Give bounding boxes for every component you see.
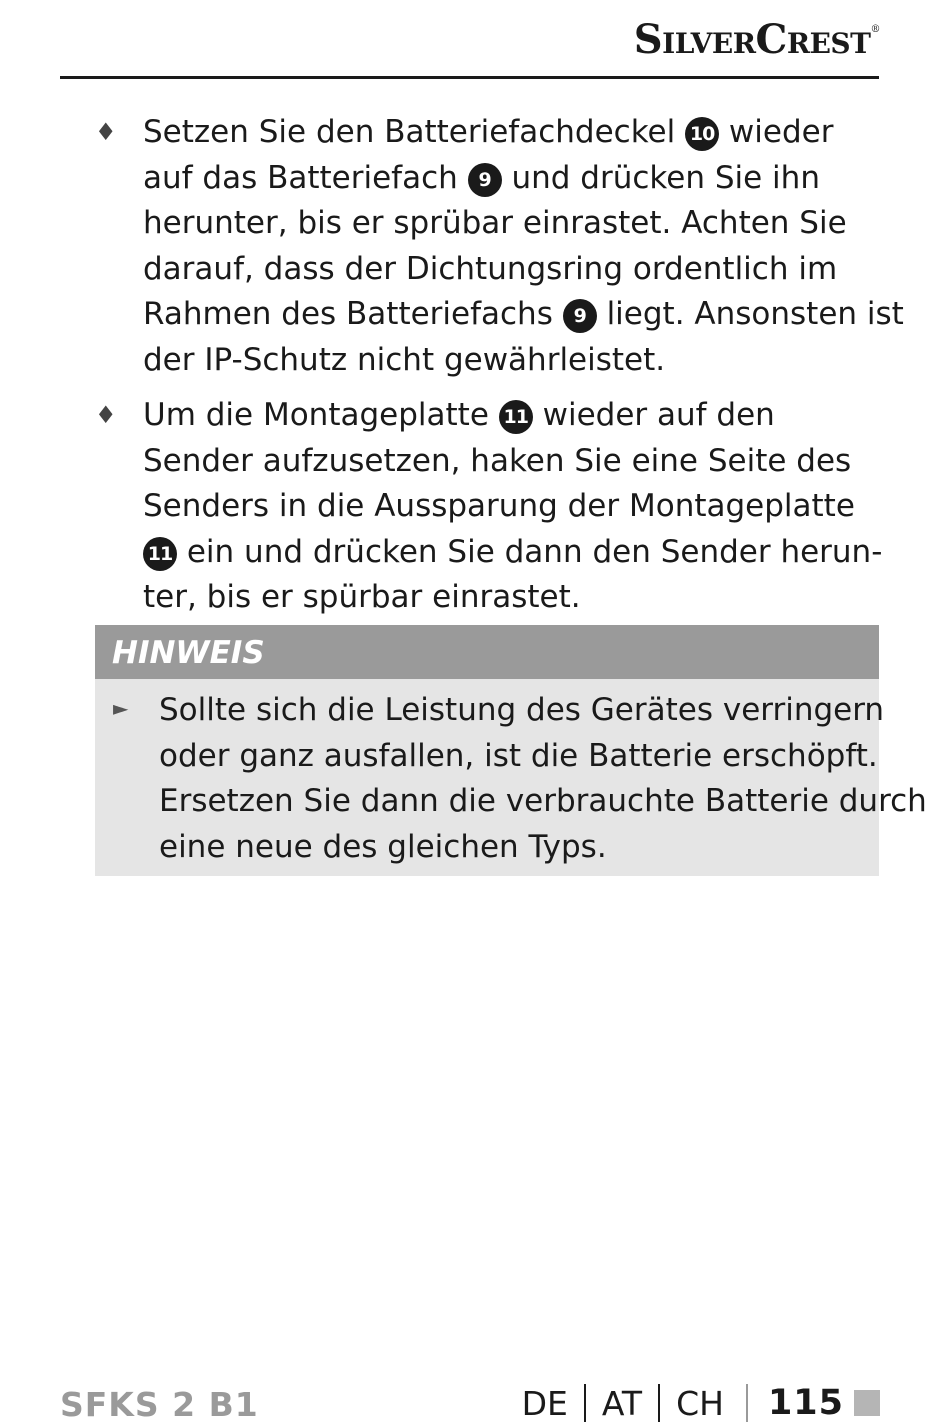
text-line: ter, bis er spürbar einrastet. (143, 579, 581, 615)
brand-logo: SilverCrest® (633, 16, 880, 63)
note-body (95, 679, 927, 876)
note-box (95, 625, 927, 876)
text-line: Setzen Sie den Batteriefachdeckel 10 wieder (143, 114, 834, 150)
part-reference-badge: 10 (685, 117, 719, 151)
part-reference-badge: 11 (499, 400, 533, 434)
instruction-item (95, 110, 904, 383)
note-line: Sollte sich die Leistung des Gerätes verringern (159, 692, 885, 728)
note-text (159, 688, 927, 870)
text-line: 11 ein und drücken Sie dann den Sender herun- (143, 530, 855, 576)
language-de: DE (521, 1383, 568, 1423)
instruction-text (143, 110, 904, 383)
text-line: herunter, bis er sprübar einrastet. Achten Sie (143, 205, 847, 241)
instruction-item (95, 393, 883, 621)
language-at: AT (601, 1383, 643, 1423)
part-reference-badge: 9 (468, 163, 502, 197)
language-ch: CH (676, 1383, 724, 1423)
arrow-bullet-icon: ► (113, 696, 129, 720)
diamond-bullet-icon: ♦ (95, 118, 117, 146)
divider (658, 1384, 660, 1422)
divider (746, 1384, 748, 1422)
text-line: Senders in die Aussparung der Montageplatte (143, 488, 855, 524)
text-line: darauf, dass der Dichtungsring ordentlich im (143, 250, 838, 287)
text-line: Um die Montageplatte 11 wieder auf den (143, 397, 775, 433)
note-line: Ersetzen Sie dann die verbrauchte Batterie durch (159, 783, 927, 819)
diamond-bullet-icon: ♦ (95, 401, 117, 429)
instruction-text (143, 393, 883, 621)
part-reference-badge: 11 (143, 537, 177, 571)
part-reference-badge: 9 (563, 299, 597, 333)
header-rule (60, 76, 879, 79)
text-line: Rahmen des Batteriefachs 9 liegt. Ansonsten ist (143, 296, 904, 332)
footer-nav (522, 1378, 880, 1428)
page-marker-square (854, 1390, 880, 1416)
note-line: eine neue des gleichen Typs. (159, 828, 607, 865)
registered-mark: ® (870, 24, 880, 35)
model-number: SFKS 2 B1 (60, 1385, 259, 1424)
instruction-list (95, 110, 904, 621)
divider (584, 1384, 586, 1422)
note-line: oder ganz ausfallen, ist die Batterie erschöpft. (159, 737, 878, 774)
page-number: 115 (767, 1383, 844, 1423)
note-header (95, 625, 879, 679)
text-line: der IP-Schutz nicht gewährleistet. (143, 341, 666, 378)
note-title: HINWEIS (112, 635, 265, 671)
text-line: auf das Batteriefach 9 und drücken Sie ihn (143, 159, 820, 196)
text-line: Sender aufzusetzen, haken Sie eine Seite des (143, 442, 852, 479)
